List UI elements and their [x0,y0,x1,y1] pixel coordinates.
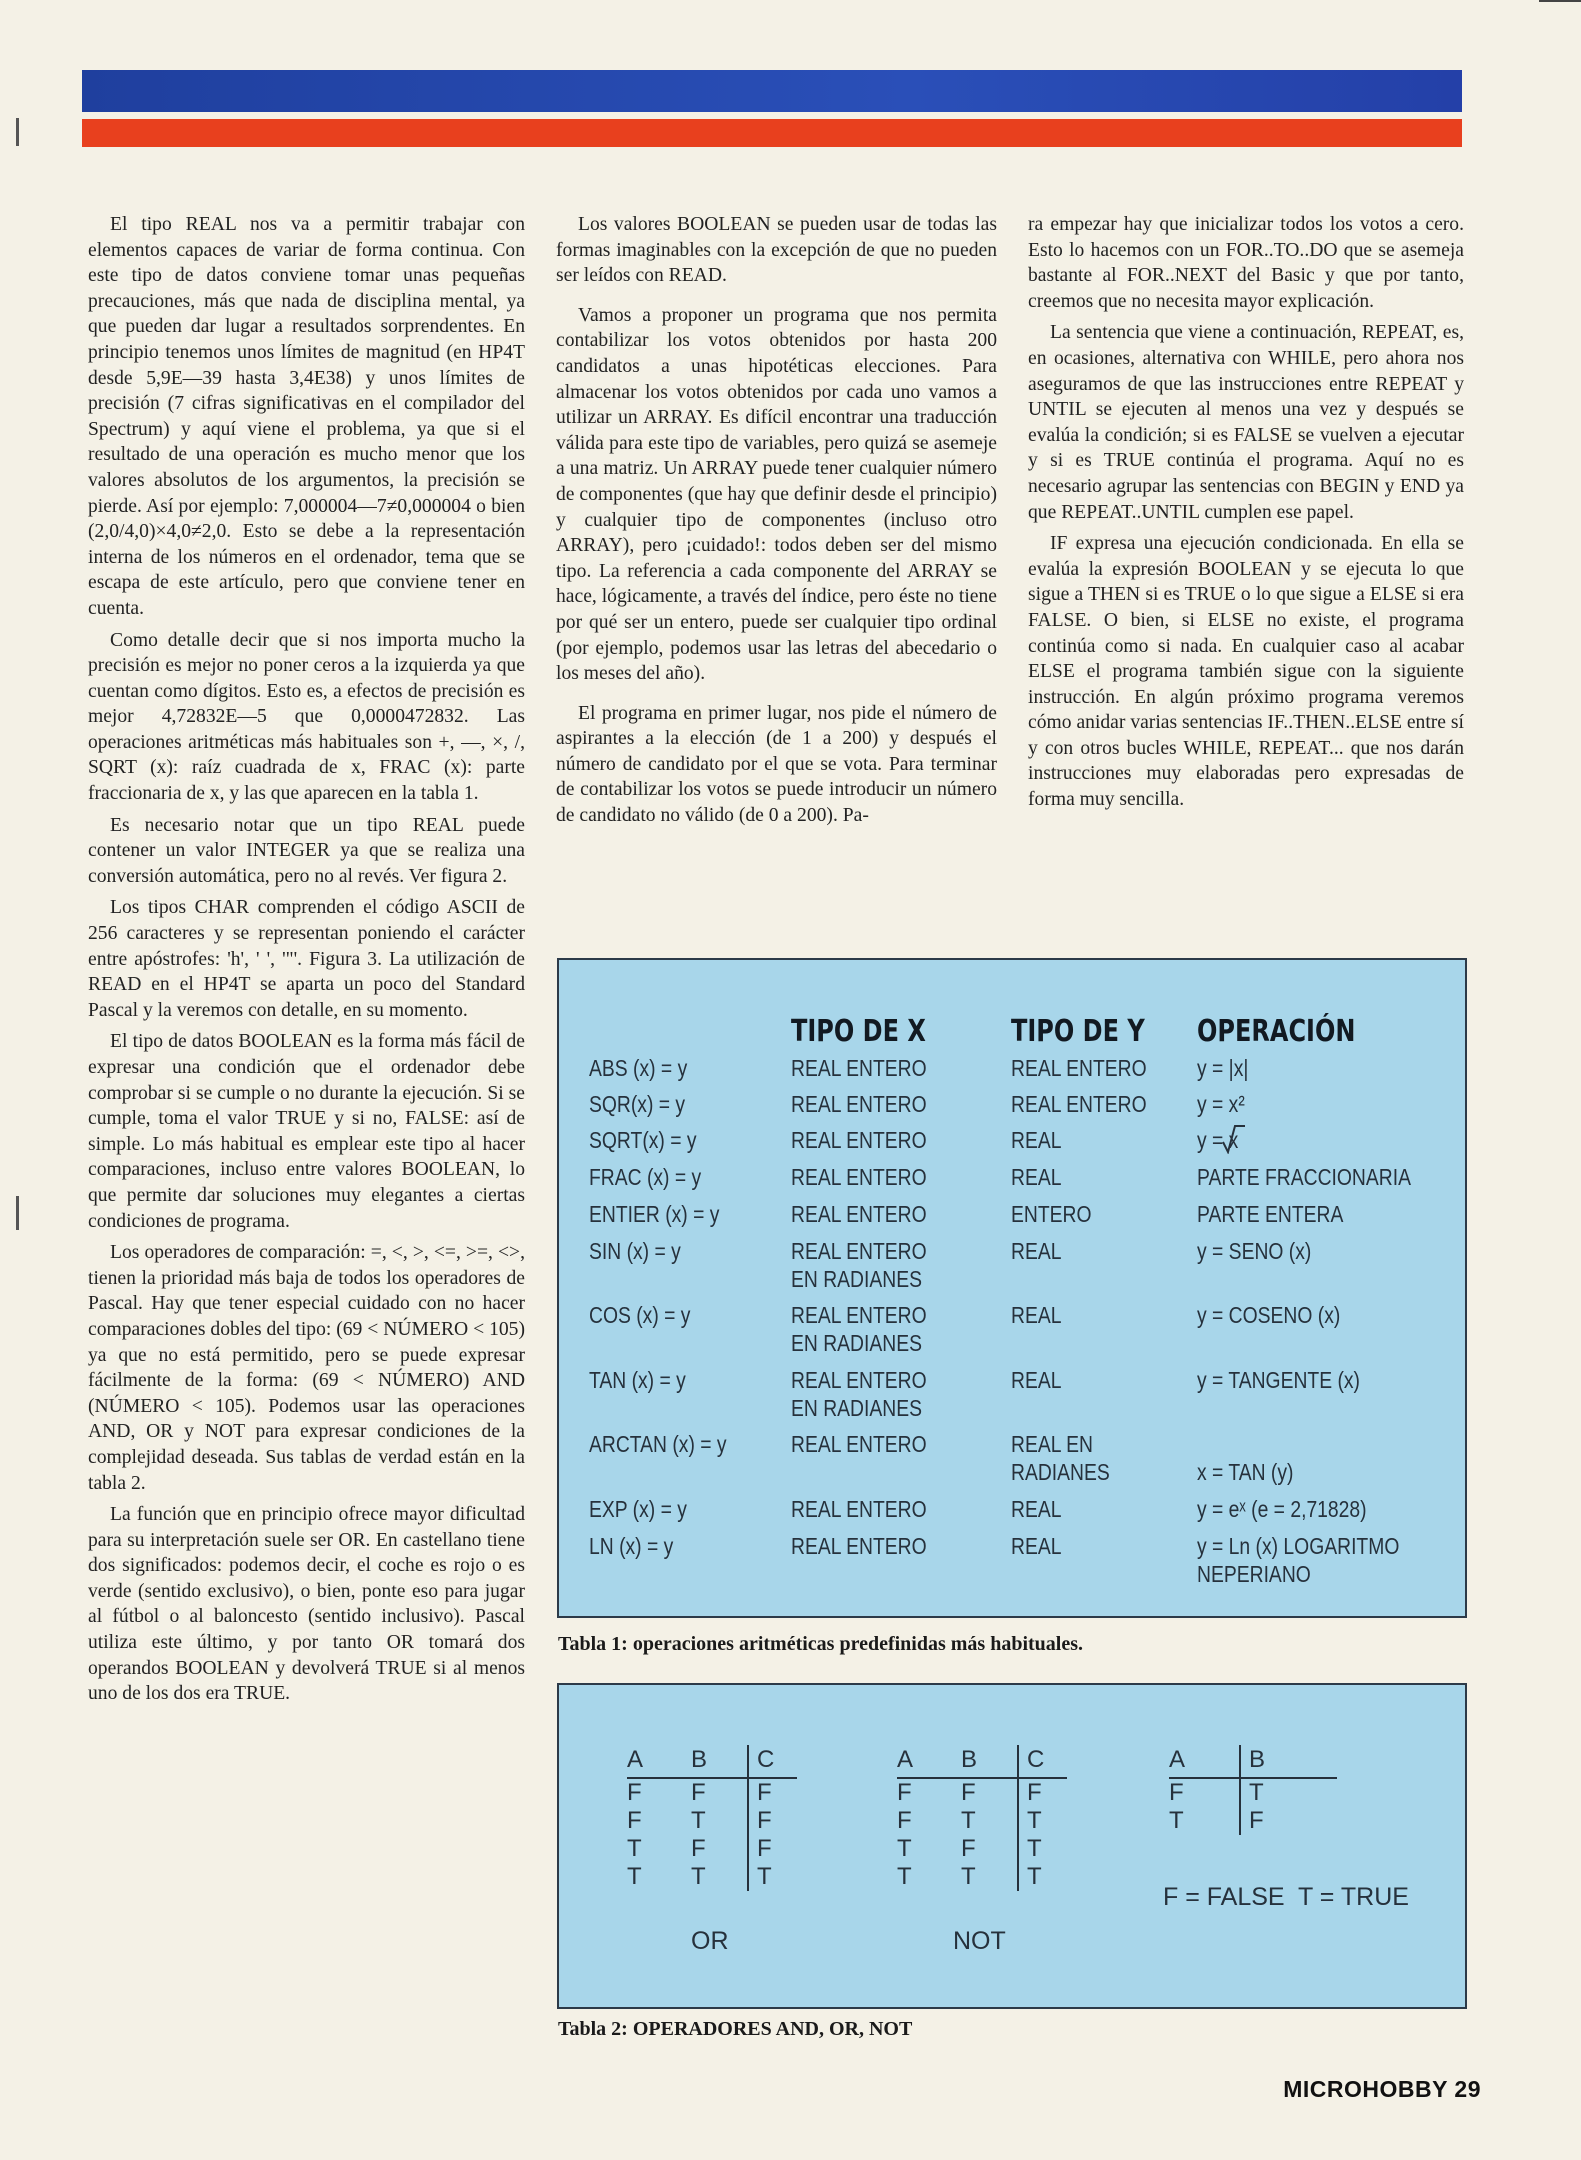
table-1-xtype: REAL ENTERO [791,1367,927,1393]
table-1-op: y = SENO (x) [1197,1238,1312,1264]
text-column-2 [556,212,997,835]
text-column-1 [88,212,525,1713]
tt-cell: T [1240,1778,1337,1807]
table-1-func: SQRT(x) = y [589,1127,697,1153]
tt-cell: F [1240,1807,1337,1835]
table-1-ytype: ENTERO [1011,1201,1092,1227]
page-margin-mark [16,118,19,146]
table-1-xtype: REAL ENTERO [791,1201,927,1227]
table-1-func: EXP (x) = y [589,1496,687,1522]
table-1-func: TAN (x) = y [589,1367,686,1393]
table-1-xtype: REAL ENTERO [791,1091,927,1117]
table-1-xtype: REAL ENTERO [791,1431,927,1457]
tt-cell: F [897,1807,912,1834]
tt-cell: T [1018,1835,1067,1863]
table-1-func: COS (x) = y [589,1302,691,1328]
tt-header: B [1240,1745,1337,1778]
table-1-xtype: REAL ENTERO [791,1238,927,1264]
truth-table-not [1169,1745,1337,1835]
paragraph: Es necesario notar que un tipo REAL puede contener un valor INTEGER ya que se realiza una conversión automática, pero no al revés. Ver figura 2. [88,814,525,887]
tt-cell: T [1018,1863,1067,1891]
table-1-op: y = TANGENTE (x) [1197,1367,1360,1393]
table-1-ytype-2: RADIANES [1011,1459,1110,1485]
tt-cell: F [961,1835,976,1862]
page-margin-mark [16,1196,19,1230]
table-1-func: ENTIER (x) = y [589,1201,720,1227]
table-1-ytype: REAL [1011,1533,1062,1559]
truth-table-not-label: NOT [953,1927,1006,1955]
table-1-xtype-2: EN RADIANES [791,1266,922,1292]
table-1-ytype: REAL ENTERO [1011,1055,1147,1081]
table-1-xtype: REAL ENTERO [791,1127,927,1153]
paragraph: Los operadores de comparación: =, <, >, <=, >=, <>, tienen la prioridad más baja de todos los operadores de Pascal. Hay que tener especial cuidado con no hacer comparaciones dobles del tipo: (69 < NÚMERO < 105) ya que no está permitido, pero se puede expresar fácilmente de la forma: (69 < NÚMERO) AND (NÚMERO < 105). Podemos usar las operaciones AND, OR y NOT para expresar condiciones de la complejidad deseada. Sus tablas de verdad están en la tabla 2. [88,1242,525,1494]
tt-cell: F [748,1807,797,1835]
page-footer [1283,2076,1481,2103]
tt-cell: F [691,1835,706,1862]
tt-cell: F [1018,1778,1067,1807]
table-1-xtype: REAL ENTERO [791,1533,927,1559]
tt-header: C [748,1745,797,1778]
table-1-op-2: NEPERIANO [1197,1561,1311,1587]
tt-header: B [691,1745,748,1778]
tt-cell: T [1018,1807,1067,1835]
tt-cell: F [1169,1779,1184,1806]
table-1-func: ABS (x) = y [589,1055,688,1081]
table-1-xtype-2: EN RADIANES [791,1330,922,1356]
truth-table-or [897,1745,1067,1891]
table-1-func: ARCTAN (x) = y [589,1431,727,1457]
paragraph: IF expresa una ejecución condicionada. En ella se evalúa la expresión BOOLEAN y se ejecuta lo que sigue a THEN si es TRUE o lo que sigue a ELSE si era FALSE. O bien, si ELSE no existe, el programa continúa como si nada. En cualquier caso al acabar ELSE el programa también sigue con la siguiente instrucción. En algún próximo programa veremos cómo anidar varias sentencias IF..THEN..ELSE entre sí y con otros bucles WHILE, REPEAT... que nos darán instrucciones muy elaboradas pero expresadas de forma muy sencilla. [1028,533,1464,811]
tt-cell: F [627,1779,642,1806]
table-2-caption: Tabla 2: OPERADORES AND, OR, NOT [558,2018,913,2040]
table-1-op: y = COSENO (x) [1197,1302,1341,1328]
truth-table-legend: F = FALSE T = TRUE [1163,1883,1409,1911]
table-1-op: y = |x| [1197,1055,1249,1081]
table-1-func: SIN (x) = y [589,1238,681,1264]
table-1-xtype: REAL ENTERO [791,1302,927,1328]
paragraph: Vamos a proponer un programa que nos permita contabilizar los votos obtenidos por hasta 200 candidatos a unas hipotéticas elecciones. Para almacenar los votos obtenidos por cada uno vamos a utilizar un ARRAY. Es difícil encontrar una traducción válida para este tipo de variables, pero quizá se asemeje a una matriz. Un ARRAY puede tener cualquier número de componentes (que hay que definir desde el principio) y cualquier tipo de componentes (incluso otro ARRAY), pero ¡cuidado!: todos deben ser del mismo tipo. La referencia a cada componente del ARRAY se hace, lógicamente, a través del índice, pero éste no tiene por qué ser un entero, puede ser cualquier tipo ordinal (por ejemplo, podemos usar las letras del abecedario o los meses del año). [556,304,997,685]
tt-cell: F [748,1835,797,1863]
tt-cell: F [748,1778,797,1807]
table-1-func: LN (x) = y [589,1533,674,1559]
truth-table-and [627,1745,797,1891]
page-edge-line [1539,0,1581,2]
magazine-name: MICROHOBBY [1283,2076,1448,2102]
table-1-header-y: TIPO DE Y [1011,1014,1145,1049]
paragraph: El tipo REAL nos va a permitir trabajar con elementos capaces de variar de forma continua. Con este tipo de datos conviene tomar unas pequeñas precauciones, más que nada de disciplina mental, ya que pueden dar lugar a resultados sorprendentes. En principio tenemos unos límites de magnitud (en HP4T desde 5,9E—39 hasta 3,4E38) y unos límites de precisión (7 cifras significativas en el compilador del Spectrum) y aquí viene el problema, ya que si el resultado de una operación es mucho menor que los valores absolutos de los argumentos, la precisión se pierde. Así por ejemplo: 7,000004—7≠0,000004 o bien (2,0/4,0)×4,0≠2,0. Esto se debe a la representación interna de los números en el ordenador, tema que se escapa de este artículo, pero que conviene tener en cuenta. [88,214,525,619]
tt-cell: T [627,1835,642,1862]
paragraph: El programa en primer lugar, nos pide el número de aspirantes a la elección (de 1 a 200) y después el número de candidato por el que se vota. Para terminar de contabilizar los votos se puede introducir un número de candidato no válido (de 0 a 200). Pa- [556,702,997,827]
table-1-caption: Tabla 1: operaciones aritméticas predefinidas más habituales. [558,1633,1084,1655]
table-1-header-op: OPERACIÓN [1197,1014,1356,1049]
tt-header: A [627,1745,691,1778]
table-1-ytype: REAL EN [1011,1431,1093,1457]
tt-header: A [1169,1745,1240,1778]
table-1-xtype-2: EN RADIANES [791,1395,922,1421]
tt-cell: F [961,1779,976,1806]
table-1-op: y = Ln (x) LOGARITMO [1197,1533,1400,1559]
table-1-func: SQR(x) = y [589,1091,686,1117]
header-blue-bar [82,70,1462,112]
tt-cell: F [897,1779,912,1806]
paragraph: La función que en principio ofrece mayor dificultad para su interpretación suele ser OR. En castellano tiene dos significados: podemos decir, el coche es rojo o es verde (sentido exclusivo), o bien, ponte eso para jugar al fútbol o al baloncesto (sentido inclusivo). Pascal utiliza este último, y por tanto OR tomará dos operandos BOOLEAN y devolverá TRUE si al menos uno de los dos era TRUE. [88,1504,525,1705]
paragraph: Como detalle decir que si nos importa mucho la precisión es mejor no poner ceros a la izquierda ya que cuentan como dígitos. Esto es, a efectos de precisión es mejor 4,72832E—5 que 0,0000472832. Las operaciones aritméticas más habituales son +, —, ×, /, SQRT (x): raíz cuadrada de x, FRAC (x): parte fraccionaria de x, y las que aparecen en la tabla 1. [88,629,525,805]
table-2-box [557,1683,1467,2009]
tt-cell: T [961,1863,976,1890]
tt-cell: T [1169,1807,1184,1834]
sqrt-symbol-icon [1221,1124,1245,1154]
tt-cell: T [691,1807,706,1834]
tt-cell: T [961,1807,976,1834]
table-1-op: x = TAN (y) [1197,1459,1294,1485]
page-number: 29 [1454,2076,1481,2102]
text-column-3 [1028,212,1464,819]
tt-header: C [1018,1745,1067,1778]
table-1-op: PARTE FRACCIONARIA [1197,1164,1411,1190]
table-1-ytype: REAL [1011,1127,1062,1153]
table-1-ytype: REAL [1011,1238,1062,1264]
tt-cell: T [627,1863,642,1890]
paragraph: Los tipos CHAR comprenden el código ASCII de 256 caracteres y se representan poniendo el carácter entre apóstrofes: 'h', ' ', '"'. Figura 3. La utilización de READ en el HP4T se aparta un poco del Standard Pascal y la veremos con detalle, en su momento. [88,897,525,1021]
table-1-xtype: REAL ENTERO [791,1164,927,1190]
table-1-op: y = x [1197,1127,1239,1153]
table-1-header-x: TIPO DE X [791,1014,926,1049]
truth-table-or-label: OR [691,1927,729,1955]
tt-cell: F [691,1779,706,1806]
table-1-ytype: REAL [1011,1164,1062,1190]
table-1-xtype: REAL ENTERO [791,1055,927,1081]
tt-cell: F [627,1807,642,1834]
table-1-op: y = eˣ (e = 2,71828) [1197,1496,1367,1522]
tt-cell: T [897,1863,912,1890]
table-1-ytype: REAL [1011,1367,1062,1393]
table-1-ytype: REAL [1011,1302,1062,1328]
header-red-bar [82,119,1462,147]
table-1-xtype: REAL ENTERO [791,1496,927,1522]
table-1-ytype: REAL [1011,1496,1062,1522]
tt-cell: T [897,1835,912,1862]
table-1-op: y = x² [1197,1091,1245,1117]
paragraph: Los valores BOOLEAN se pueden usar de todas las formas imaginables con la excepción de que no pueden ser leídos con READ. [556,214,997,287]
table-1-func: FRAC (x) = y [589,1164,702,1190]
tt-cell: T [691,1863,706,1890]
tt-header: A [897,1745,961,1778]
table-1-op: PARTE ENTERA [1197,1201,1344,1227]
paragraph: ra empezar hay que inicializar todos los votos a cero. Esto lo hacemos con un FOR..TO..DO que se asemeja bastante al FOR..NEXT del Basic y que por tanto, creemos que no necesita mayor explicación. [1028,214,1464,312]
tt-cell: T [748,1863,797,1891]
paragraph: La sentencia que viene a continuación, REPEAT, es, en ocasiones, alternativa con WHILE, pero ahora nos aseguramos de que las instrucciones entre REPEAT y UNTIL se ejecuten al menos una vez y después se evalúa la condición; si es FALSE se vuelven a ejecutar y si es TRUE continúa el programa. Aquí no es necesario agrupar las sentencias con BEGIN y END ya que REPEAT..UNTIL cumplen ese papel. [1028,322,1464,523]
tt-header: B [961,1745,1018,1778]
paragraph: El tipo de datos BOOLEAN es la forma más fácil de expresar una condición que el ordenador debe comprobar si se cumple o no durante la ejecución. Si se cumple, toma el valor TRUE y si no, FALSE: así de simple. Lo más habitual es emplear este tipo al hacer comparaciones, incluso entre valores BOOLEAN, lo que permite dar soluciones muy elegantes a ciertas condiciones de programa. [88,1031,525,1232]
table-1-box [557,958,1467,1618]
table-1-ytype: REAL ENTERO [1011,1091,1147,1117]
